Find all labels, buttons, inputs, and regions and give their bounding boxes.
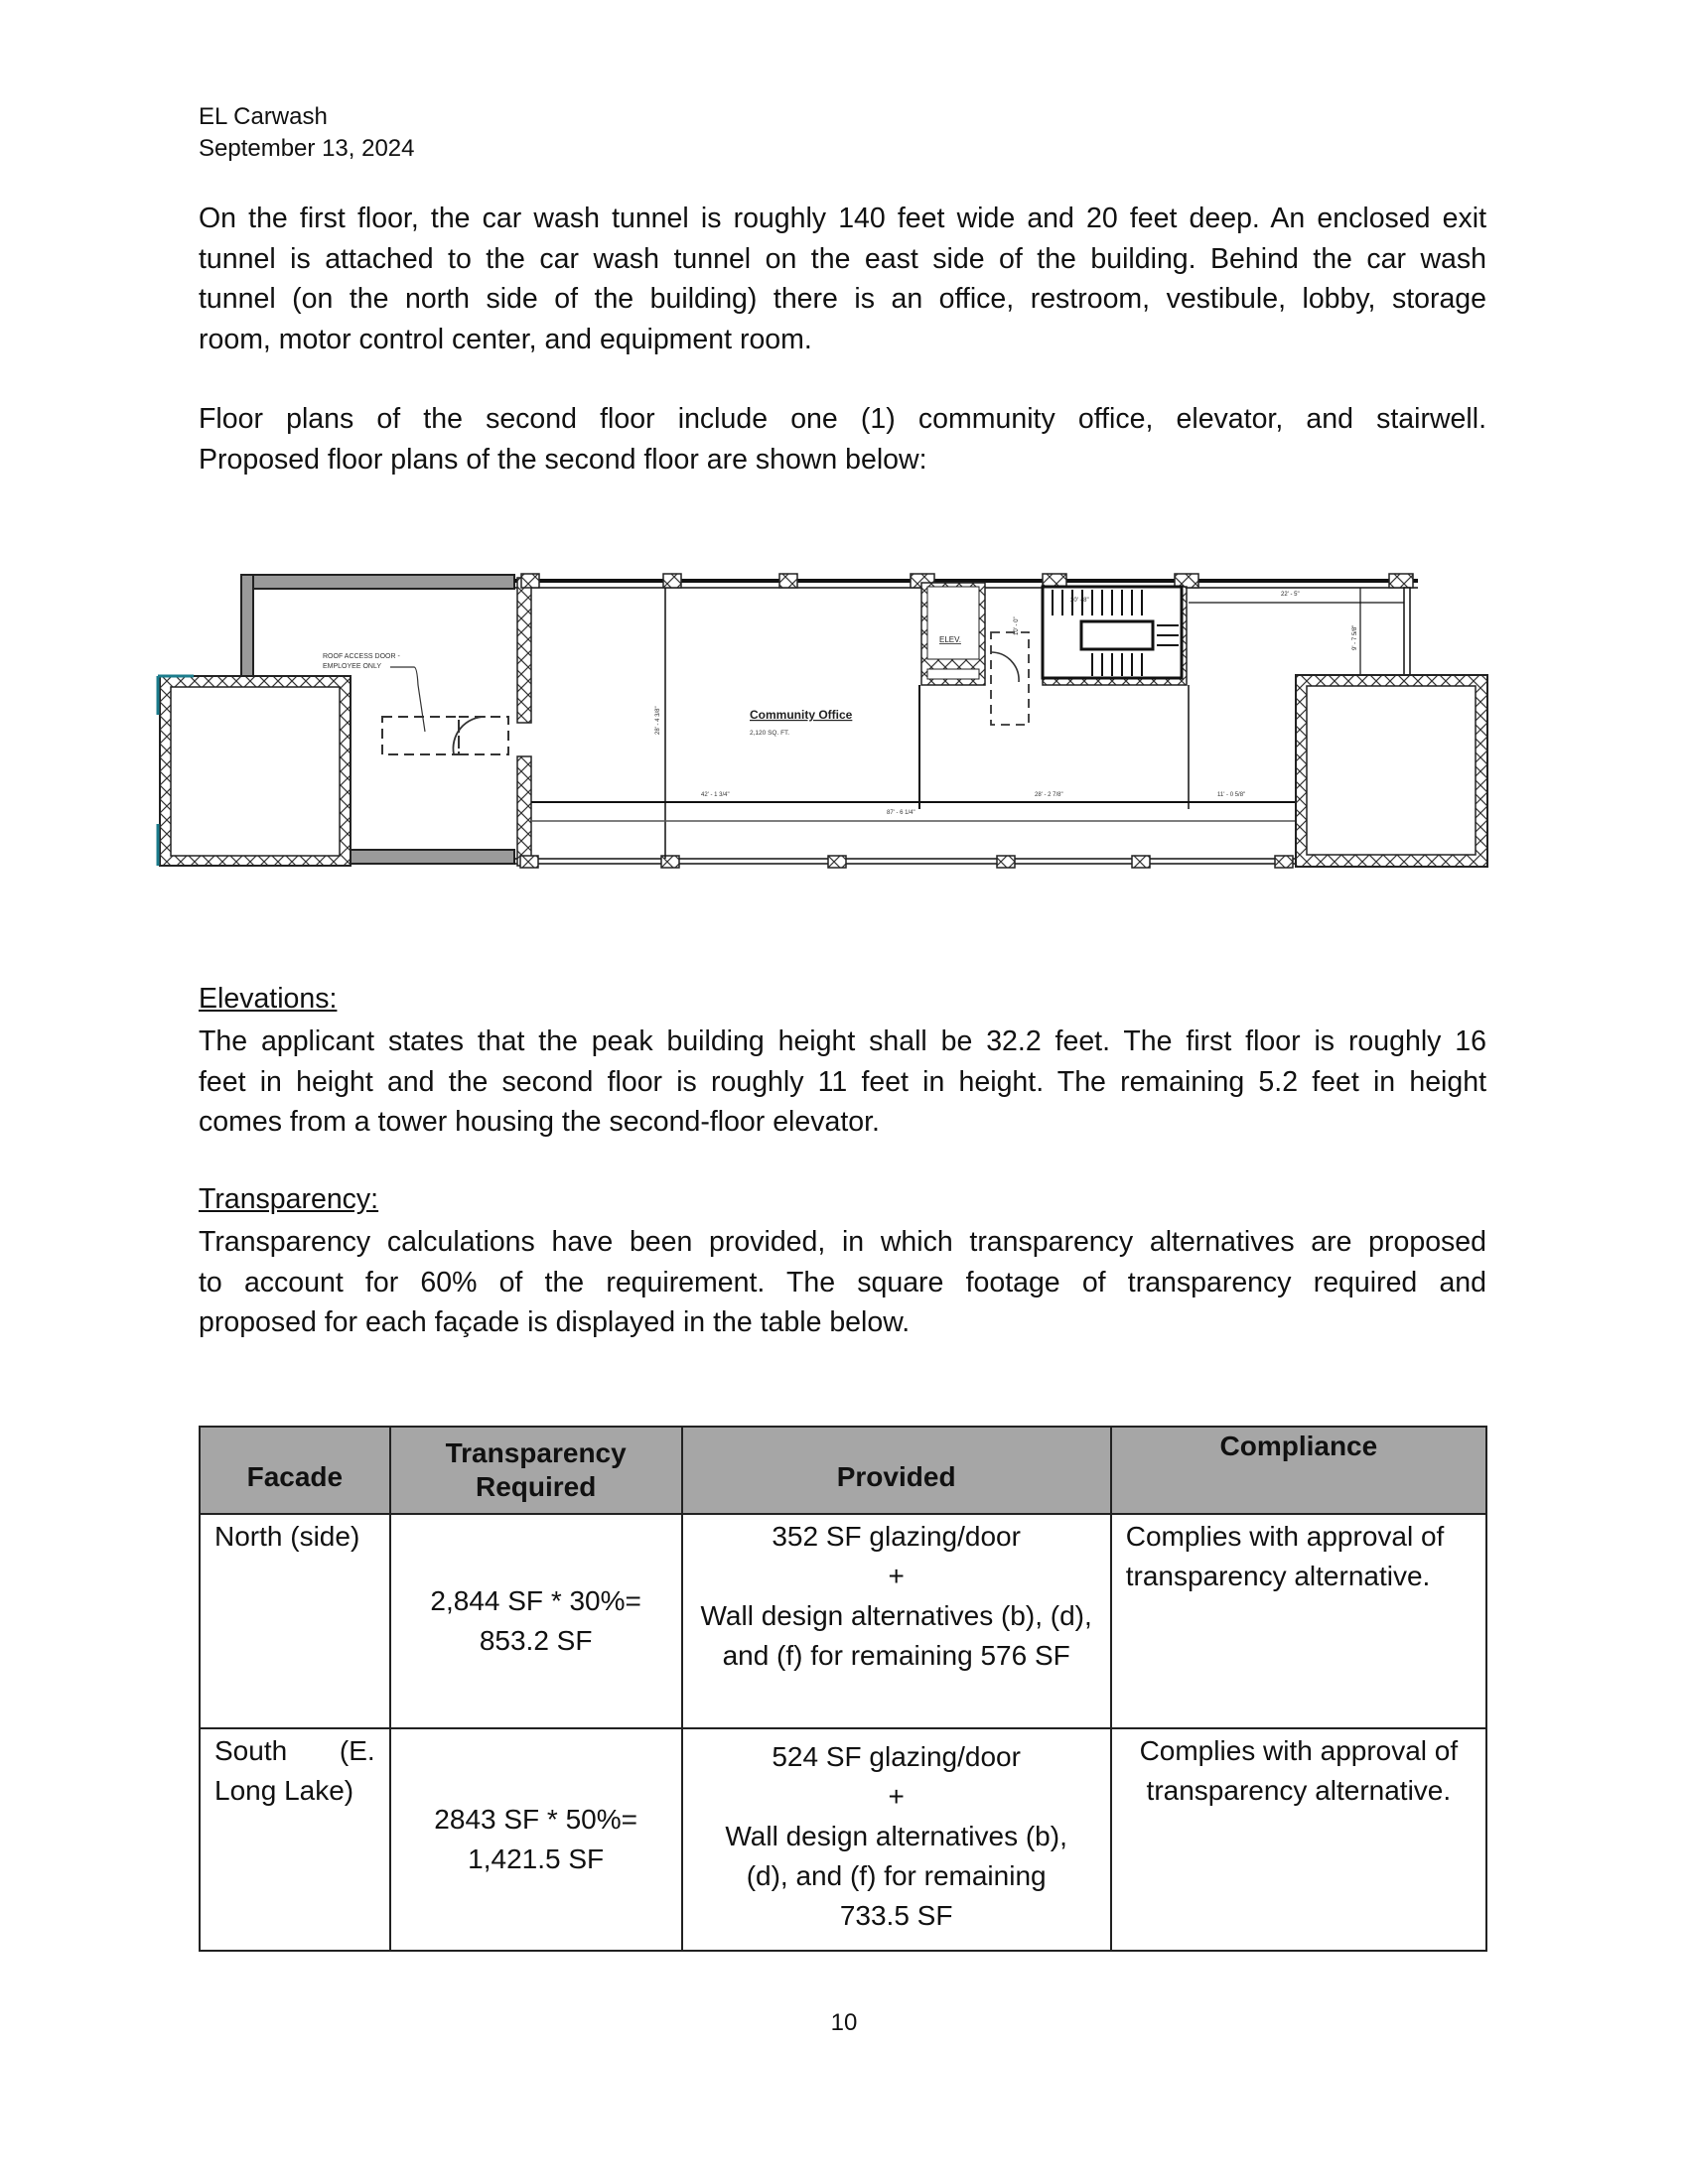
svg-text:28' - 4 3/8": 28' - 4 3/8": [655, 706, 661, 735]
provided-cell: [682, 1728, 1111, 1951]
stair-door: [991, 632, 1029, 725]
elevator-label: ELEV.: [939, 635, 961, 644]
required-formula: 2843 SF * 50%=: [434, 1804, 637, 1835]
table-header-row: [200, 1427, 1486, 1514]
text-line: comes from a tower housing the second-floor elevator.: [199, 1106, 880, 1138]
svg-text:10' - 0": 10' - 0": [1014, 616, 1020, 635]
required-value: 853.2 SF: [479, 1625, 593, 1656]
svg-text:11' - 0 5/8": 11' - 0 5/8": [1217, 792, 1246, 798]
text-line: to account for 60% of the requirement. The square footage of transparency required and: [199, 1266, 1486, 1298]
text-line: tunnel is attached to the car wash tunnel on the east side of the building. Behind the car wash: [199, 242, 1486, 275]
facade-cell: South (E. Long Lake): [200, 1728, 390, 1951]
text-line: tunnel (on the north side of the building) there is an office, restroom, vestibule, lobby, storage: [199, 283, 1486, 315]
text-line: On the first floor, the car wash tunnel is roughly 140 feet wide and 20 feet deep. An enclosed exit: [199, 203, 1486, 234]
page-number: 10: [830, 2009, 858, 2036]
room-name-label: Community Office: [750, 708, 853, 722]
column-header-provided: Provided: [682, 1427, 1111, 1514]
provided-cell: [682, 1514, 1111, 1728]
provided-alternatives: Wall design alternatives (b), (d), and (f) for remaining 576 SF: [700, 1600, 1092, 1671]
svg-text:20' - 8": 20' - 8": [1070, 598, 1089, 604]
provided-plus: +: [888, 1561, 905, 1591]
facade-cell: North (side): [200, 1514, 390, 1728]
svg-text:42' - 1 3/4": 42' - 1 3/4": [701, 792, 730, 798]
text-line: feet in height and the second floor is roughly 11 feet in height. The remaining 5.2 feet in height: [199, 1065, 1486, 1098]
west-parapet-wall: [241, 575, 253, 680]
north-parapet-wall: [241, 575, 514, 589]
transparency-paragraph: [199, 1222, 1486, 1343]
column-header-compliance: Compliance: [1111, 1427, 1486, 1514]
office-west-wall: [517, 578, 531, 723]
document-header: [199, 101, 415, 165]
compliance-cell: Complies with approval of transparency alternative.: [1111, 1514, 1486, 1728]
required-cell: [390, 1514, 682, 1728]
provided-glazing: 352 SF glazing/door: [772, 1521, 1021, 1552]
text-line: room, motor control center, and equipment room.: [199, 323, 812, 355]
required-value: 1,421.5 SF: [468, 1843, 605, 1874]
roof-access-door: [382, 717, 459, 754]
svg-text:22' - 5": 22' - 5": [1281, 592, 1300, 598]
roof-access-label: EMPLOYEE ONLY: [323, 663, 382, 670]
room-area-label: 2,120 SQ. FT.: [750, 730, 790, 737]
project-name: EL Carwash: [199, 103, 328, 130]
text-line: The applicant states that the peak building height shall be 32.2 feet. The first floor is roughly 16: [199, 1025, 1486, 1057]
document-date: September 13, 2024: [199, 135, 415, 162]
text-line: Transparency calculations have been provided, in which transparency alternatives are proposed: [199, 1226, 1486, 1258]
text-line: Floor plans of the second floor include one (1) community office, elevator, and stairwell.: [199, 403, 1486, 435]
second-floor-plan-drawing: [154, 566, 1489, 874]
elevations-paragraph: [199, 1022, 1486, 1143]
provided-plus: +: [888, 1781, 905, 1812]
transparency-table: [199, 1426, 1487, 1952]
svg-text:9' - 7 5/8": 9' - 7 5/8": [1352, 624, 1358, 650]
table-row: [200, 1728, 1486, 1951]
compliance-cell: Complies with approval of transparency alternative.: [1111, 1728, 1486, 1951]
second-floor-paragraph: [199, 399, 1486, 479]
provided-alternatives: Wall design alternatives (b), (d), and (f) for remaining 733.5 SF: [725, 1821, 1067, 1931]
required-cell: [390, 1728, 682, 1951]
column-header-facade: Facade: [200, 1427, 390, 1514]
south-parapet-wall: [343, 850, 514, 864]
provided-glazing: 524 SF glazing/door: [772, 1741, 1021, 1772]
text-line: proposed for each façade is displayed in the table below.: [199, 1306, 911, 1338]
first-floor-paragraph: [199, 199, 1486, 359]
text-line: Proposed floor plans of the second floor are shown below:: [199, 443, 927, 476]
required-formula: 2,844 SF * 30%=: [430, 1585, 641, 1616]
svg-text:87' - 6 1/4": 87' - 6 1/4": [887, 810, 915, 816]
column-header-required: Transparency Required: [390, 1427, 682, 1514]
transparency-heading: Transparency:: [199, 1183, 379, 1215]
elevations-heading: Elevations:: [199, 983, 338, 1015]
table-row: [200, 1514, 1486, 1728]
svg-text:28' - 2 7/8": 28' - 2 7/8": [1035, 792, 1063, 798]
roof-access-label: ROOF ACCESS DOOR -: [323, 653, 400, 660]
